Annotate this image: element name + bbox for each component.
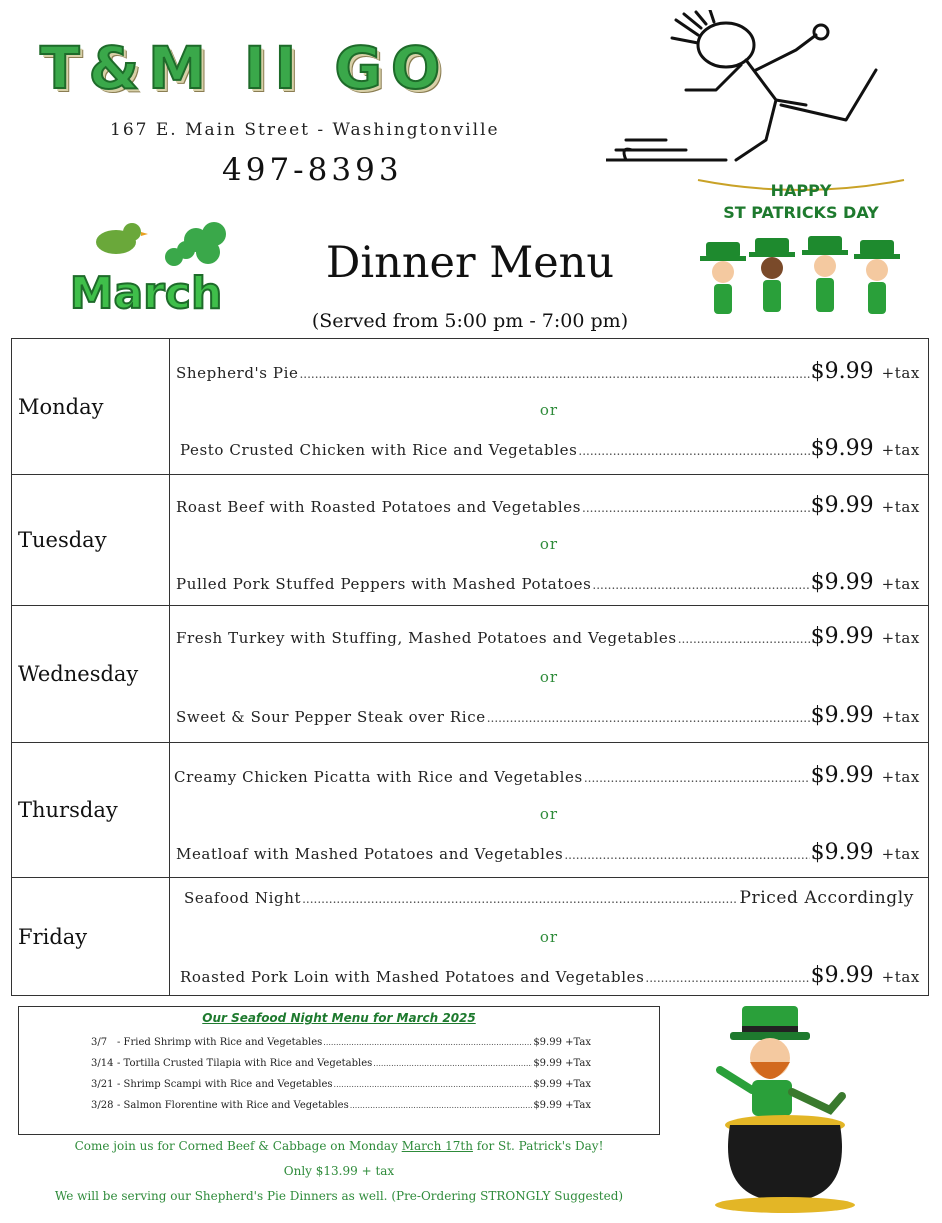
seafood-name: - Shrimp Scampi with Rice and Vegetables [117, 1079, 333, 1090]
leader-dots [487, 711, 810, 725]
item-name: Creamy Chicken Picatta with Rice and Vegetables [174, 768, 583, 786]
item-name: Sweet & Sour Pepper Steak over Rice [176, 708, 486, 726]
item-tax: +tax [881, 441, 920, 459]
item-tax: +tax [881, 364, 920, 382]
dinner-menu-table [11, 338, 929, 996]
leprechaun-pot-of-gold-illustration [700, 1000, 870, 1215]
leader-dots [350, 1101, 533, 1110]
item-tax: +tax [881, 629, 920, 647]
restaurant-address: 167 E. Main Street - Washingtonville [110, 120, 500, 140]
menu-row-thursday [12, 743, 928, 878]
menu-subtitle: (Served from 5:00 pm - 7:00 pm) [311, 310, 629, 332]
item-price: $9.99 [810, 570, 874, 595]
brand-logo: T&M II GO [40, 34, 450, 102]
menu-item [176, 493, 920, 523]
march-clover-bird-art [46, 212, 246, 322]
note-line1-after: for St. Patrick's Day! [476, 1139, 604, 1153]
corned-beef-note [18, 1139, 660, 1153]
seafood-night-box [18, 1006, 660, 1135]
item-tax: +tax [881, 768, 920, 786]
menu-row-monday [12, 339, 928, 475]
or-separator: or [539, 401, 559, 419]
day-label: Thursday [12, 743, 170, 877]
menu-item [176, 624, 920, 654]
seafood-item [91, 1037, 591, 1053]
menu-row-tuesday [12, 475, 928, 606]
item-name: Fresh Turkey with Stuffing, Mashed Potatoes and Vegetables [176, 629, 677, 647]
day-label: Monday [12, 339, 170, 474]
day-items [170, 743, 928, 877]
item-price: $9.99 [810, 763, 874, 788]
shepherds-pie-note: We will be serving our Shepherd's Pie Dinners as well. (Pre-Ordering STRONGLY Suggested) [54, 1189, 624, 1203]
day-label: Tuesday [12, 475, 170, 605]
seafood-name: - Salmon Florentine with Rice and Vegetables [117, 1100, 349, 1111]
leader-dots [373, 1059, 532, 1068]
or-separator: or [539, 928, 559, 946]
item-tax: +tax [881, 575, 920, 593]
item-name: Seafood Night [184, 889, 302, 907]
or-separator: or [539, 535, 559, 553]
day-items [170, 339, 928, 474]
day-label: Friday [12, 878, 170, 996]
running-man-illustration [606, 10, 896, 170]
menu-item [176, 359, 920, 389]
menu-item [180, 963, 920, 993]
leader-dots [323, 1038, 532, 1047]
corned-beef-price: Only $13.99 + tax [283, 1164, 395, 1178]
menu-row-wednesday [12, 606, 928, 743]
item-price: $9.99 [810, 624, 874, 649]
item-name: Pesto Crusted Chicken with Rice and Vegetables [180, 441, 578, 459]
seafood-price: $9.99 +Tax [533, 1037, 591, 1048]
item-tax: +tax [881, 845, 920, 863]
leader-dots [302, 892, 738, 906]
banner-line1-text: HAPPY [770, 181, 832, 200]
item-price: $9.99 [810, 359, 874, 384]
day-items [170, 475, 928, 605]
item-price: $9.99 [810, 963, 874, 988]
march-art-label: March [69, 268, 223, 319]
day-items [170, 606, 928, 742]
seafood-name: - Tortilla Crusted Tilapia with Rice and Vegetables [117, 1058, 373, 1069]
item-price-text: Priced Accordingly [739, 888, 914, 908]
seafood-price: $9.99 +Tax [533, 1100, 591, 1111]
item-name: Meatloaf with Mashed Potatoes and Vegetables [176, 845, 564, 863]
seafood-item [91, 1058, 591, 1074]
menu-item [180, 436, 920, 466]
leprechaun-kids-illustration [700, 232, 910, 338]
item-price: $9.99 [810, 493, 874, 518]
item-name: Roasted Pork Loin with Mashed Potatoes and Vegetables [180, 968, 645, 986]
seafood-title: Our Seafood Night Menu for March 2025 [202, 1011, 476, 1025]
seafood-price: $9.99 +Tax [533, 1079, 591, 1090]
seafood-date: 3/14 [91, 1058, 114, 1069]
item-price: $9.99 [810, 840, 874, 865]
seafood-item [91, 1100, 591, 1116]
menu-item [176, 840, 920, 870]
leader-dots [582, 501, 810, 515]
menu-item [174, 763, 920, 793]
note-line1-before: Come join us for Corned Beef & Cabbage on Monday [74, 1139, 398, 1153]
note-line1-date: March 17th [401, 1139, 473, 1153]
seafood-date: 3/28 [91, 1100, 114, 1111]
banner-line2-text: ST PATRICKS DAY [723, 203, 879, 222]
leader-dots [299, 367, 809, 381]
leader-dots [584, 771, 810, 785]
leader-dots [645, 971, 809, 985]
menu-row-friday [12, 878, 928, 996]
item-price: $9.99 [810, 436, 874, 461]
seafood-date: 3/21 [91, 1079, 114, 1090]
item-name: Pulled Pork Stuffed Peppers with Mashed Potatoes [176, 575, 592, 593]
leader-dots [564, 848, 809, 862]
or-separator: or [539, 668, 559, 686]
item-name: Roast Beef with Roasted Potatoes and Vegetables [176, 498, 582, 516]
seafood-price: $9.99 +Tax [533, 1058, 591, 1069]
leader-dots [592, 578, 809, 592]
menu-item [184, 888, 914, 918]
leader-dots [578, 444, 809, 458]
seafood-item [91, 1079, 591, 1095]
seafood-date: 3/7 [91, 1037, 108, 1048]
item-price: $9.99 [810, 703, 874, 728]
seafood-name: - Fried Shrimp with Rice and Vegetables [117, 1037, 323, 1048]
menu-item [176, 570, 920, 600]
restaurant-phone: 497-8393 [222, 152, 403, 188]
item-tax: +tax [881, 498, 920, 516]
item-tax: +tax [881, 708, 920, 726]
item-name: Shepherd's Pie [176, 364, 299, 382]
st-patricks-banner [696, 174, 906, 224]
leader-dots [678, 632, 810, 646]
day-items [170, 878, 928, 996]
item-tax: +tax [881, 968, 920, 986]
menu-item [176, 703, 920, 733]
or-separator: or [539, 805, 559, 823]
leader-dots [334, 1080, 533, 1089]
menu-title: Dinner Menu [325, 238, 615, 288]
day-label: Wednesday [12, 606, 170, 742]
